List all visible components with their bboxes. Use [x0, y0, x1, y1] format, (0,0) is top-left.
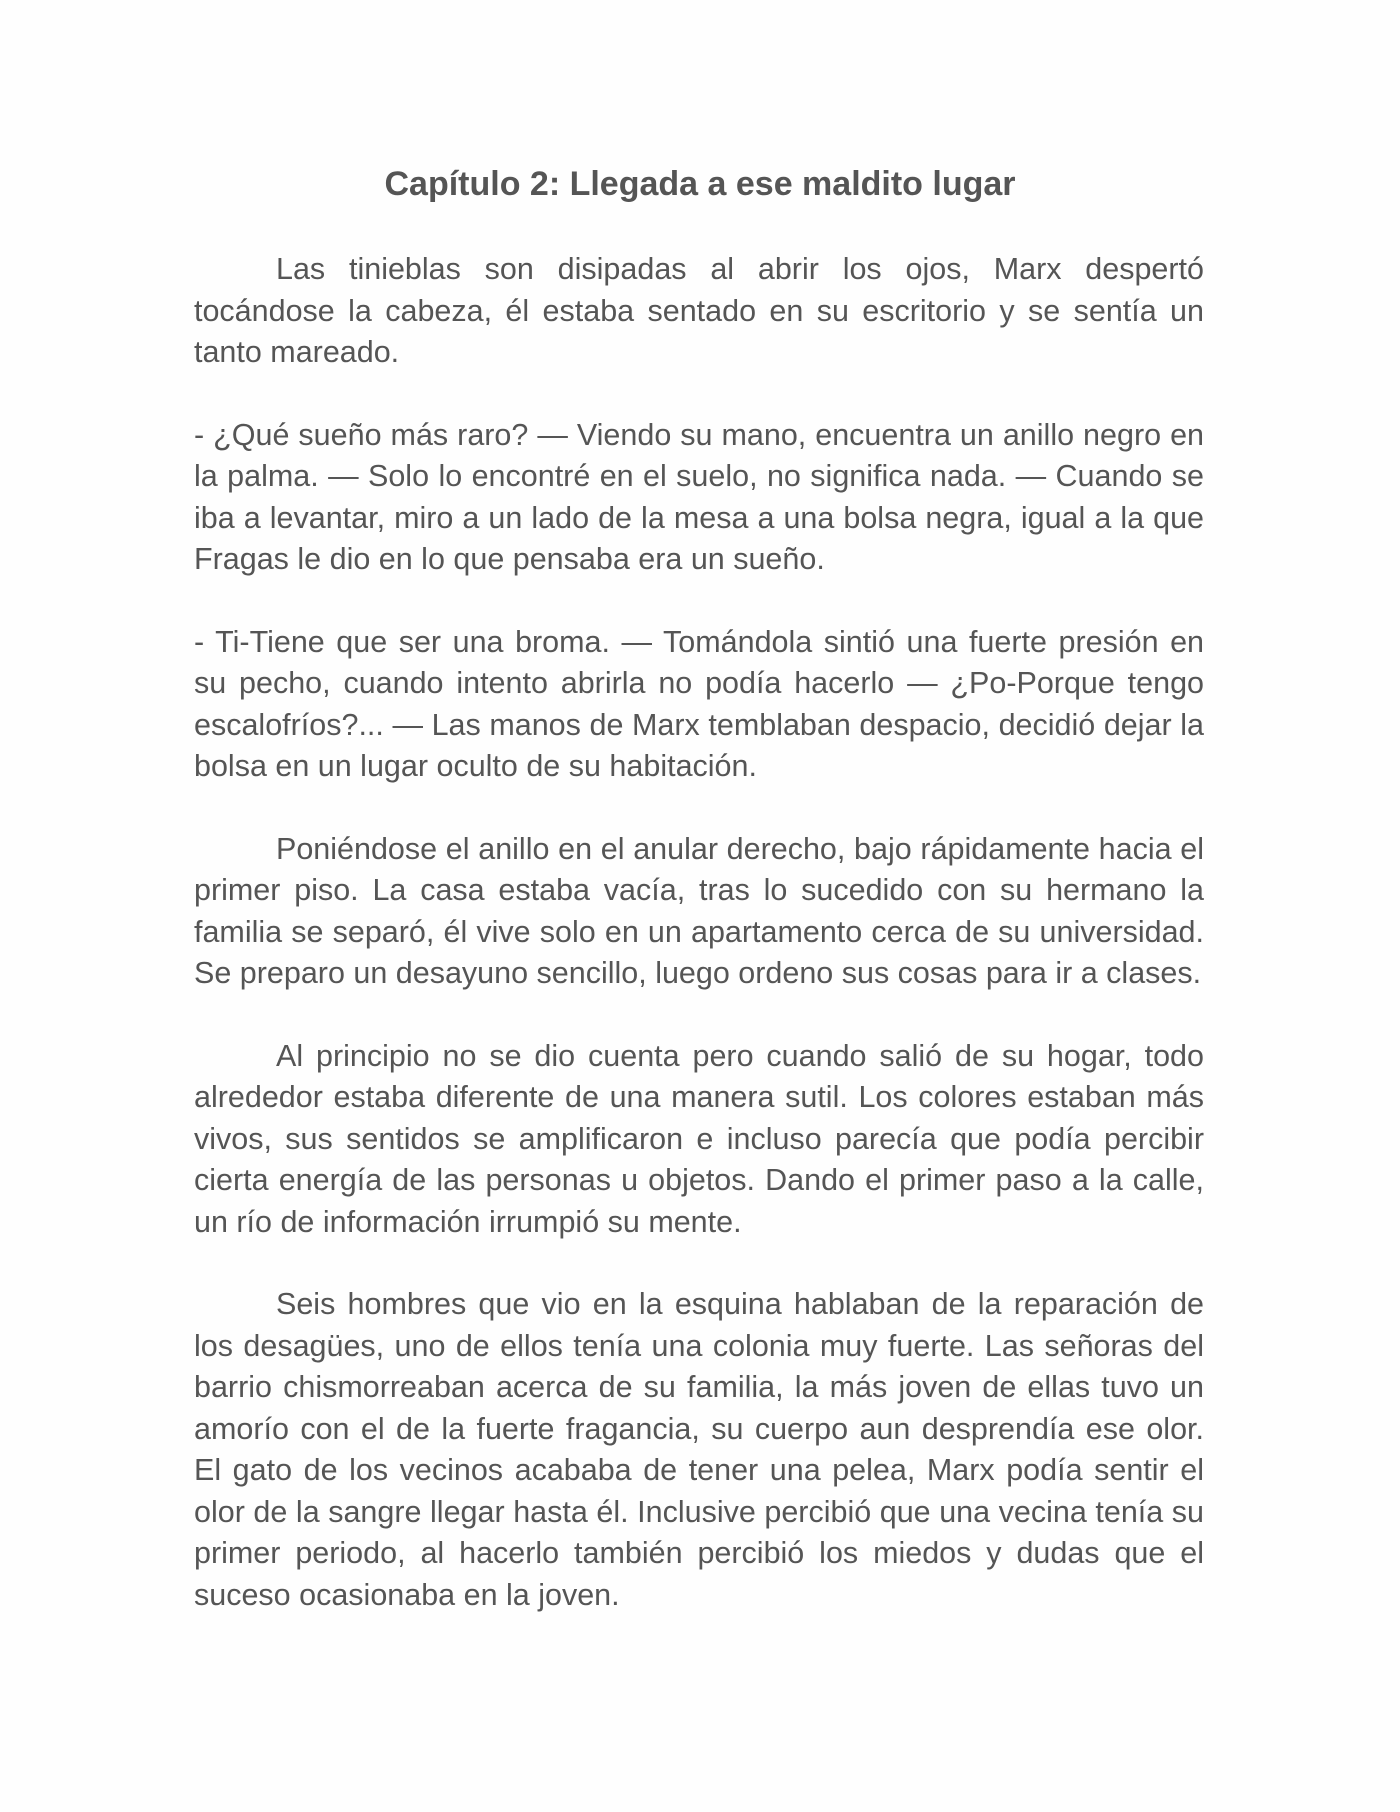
paragraph: - ¿Qué sueño más raro? — Viendo su mano, encuentra un anillo negro en la palma. — Solo lo encontré en el suelo, no significa nada. — Cuando se iba a levantar, miro a un lado de la mesa a una bolsa negra, igual a la que Fragas le dio en lo que pensaba era un sueño. [194, 417, 1204, 576]
paragraph: Seis hombres que vio en la esquina hablaban de la reparación de los desagües, uno de ellos tenía una colonia muy fuerte. Las señoras del barrio chismorreaban acerca de su familia, la más joven de ellas tuvo un amorío con el de la fuerte fragancia, su cuerpo aun desprendía ese olor. El gato de los vecinos acababa de tener una pelea, Marx podía sentir el olor de la sangre llegar hasta él. Inclusive percibió que una vecina tenía su primer periodo, al hacerlo también percibió los miedos y dudas que el suceso ocasionaba en la joven. [194, 1287, 1204, 1612]
chapter-title: Capítulo 2: Llegada a ese maldito lugar [384, 165, 1016, 203]
paragraph: - Ti-Tiene que ser una broma. — Tomándola sintió una fuerte presión en su pecho, cuando intento abrirla no podía hacerlo — ¿Po-Porque tengo escalofríos?... — Las manos de Marx temblaban despacio, decidió dejar la bolsa en un lugar oculto de su habitación. [194, 624, 1204, 783]
paragraph: Las tinieblas son disipadas al abrir los ojos, Marx despertó tocándose la cabeza, él estaba sentado en su escritorio y se sentía un tanto mareado. [194, 252, 1204, 369]
chapter-body [194, 249, 1204, 1616]
paragraph: Poniéndose el anillo en el anular derecho, bajo rápidamente hacia el primer piso. La casa estaba vacía, tras lo sucedido con su hermano la familia se separó, él vive solo en un apartamento cerca de su universidad. Se preparo un desayuno sencillo, luego ordeno sus cosas para ir a clases. [194, 831, 1204, 990]
paragraph: Al principio no se dio cuenta pero cuando salió de su hogar, todo alrededor estaba diferente de una manera sutil. Los colores estaban más vivos, sus sentidos se amplificaron e incluso parecía que podía percibir cierta energía de las personas u objetos. Dando el primer paso a la calle, un río de información irrumpió su mente. [194, 1038, 1204, 1239]
